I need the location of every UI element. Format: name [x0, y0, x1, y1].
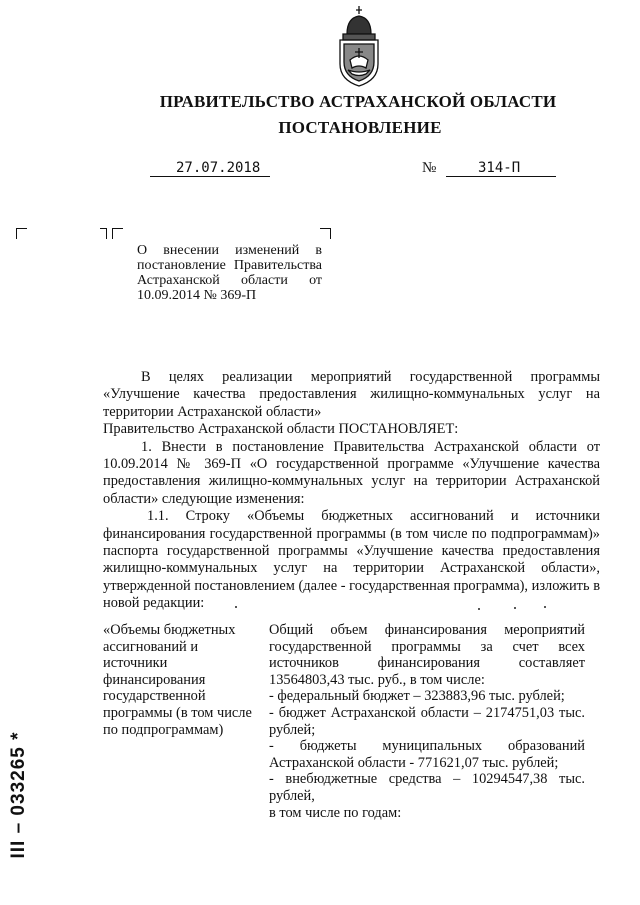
paragraph-preamble: В целях реализации мероприятий государственной программы «Улучшение качества предоставления жилищно-коммунальных услуг на территории Астраханской области» — [103, 369, 600, 420]
financing-line: Общий объем финансирования мероприятий государственной программы за счет всех источников финансирования составляет 13564803,43 тыс. руб., в том числе: — [269, 622, 585, 688]
document-type: ПОСТАНОВЛЕНИЕ — [278, 118, 442, 137]
coat-of-arms-icon — [333, 4, 385, 88]
financing-line: - бюджеты муниципальных образований Астраханской области - 771621,07 тыс. рублей; — [269, 738, 585, 771]
document-number: 314-П — [446, 160, 556, 177]
scan-speck — [514, 607, 516, 609]
financing-line: в том числе по годам: — [269, 804, 402, 821]
paragraph-resolves: Правительство Астраханской области ПОСТАНОВЛЯЕТ: — [103, 421, 459, 438]
document-date: 27.07.2018 — [150, 160, 270, 177]
scan-speck — [544, 606, 546, 608]
scan-speck — [478, 608, 480, 610]
financing-table-left-cell: «Объемы бюджетных ассигнований и источники финансирования государственной программы (в том числе по подпрограммам) — [103, 622, 252, 738]
paragraph-item-1: 1. Внести в постановление Правительства Астраханской области от 10.09.2014 № 369-П «О государственной программе «Улучшение качества предоставления жилищно-коммунальных услуг на территории Астраханской области» следующие изменения: — [103, 438, 600, 507]
corner-mark — [16, 228, 27, 239]
financing-line: - федеральный бюджет – 323883,96 тыс. рублей; — [269, 688, 565, 705]
financing-table-right-cell — [269, 622, 585, 821]
government-title: ПРАВИТЕЛЬСТВО АСТРАХАНСКОЙ ОБЛАСТИ — [159, 92, 557, 111]
number-label: № — [422, 160, 437, 176]
corner-mark — [320, 228, 331, 239]
document-body — [103, 369, 600, 613]
corner-mark — [100, 228, 107, 239]
financing-line: - внебюджетные средства – 10294547,38 тыс. рублей, — [269, 771, 585, 804]
corner-mark — [112, 228, 123, 239]
financing-line: - бюджет Астраханской области – 2174751,03 тыс. рублей; — [269, 704, 585, 738]
paragraph-item-1-1: 1.1. Строку «Объемы бюджетных ассигнований и источники финансирования государственной программы (в том числе по подпрограммам)» паспорта государственной программы «Улучшение качества предоставления жилищно-коммунальных услуг на территории Астраханской области», утвержденной постановлением (далее - государственная программа), изложить в новой редакции: — [103, 508, 600, 612]
document-subject: О внесении изменений в постановление Правительства Астраханской области от 10.09.2014 № 369-П — [137, 243, 322, 303]
scan-speck — [235, 606, 237, 608]
serial-stamp — [2, 700, 36, 890]
serial-number: ІІІ – 033265 * — [8, 731, 29, 859]
